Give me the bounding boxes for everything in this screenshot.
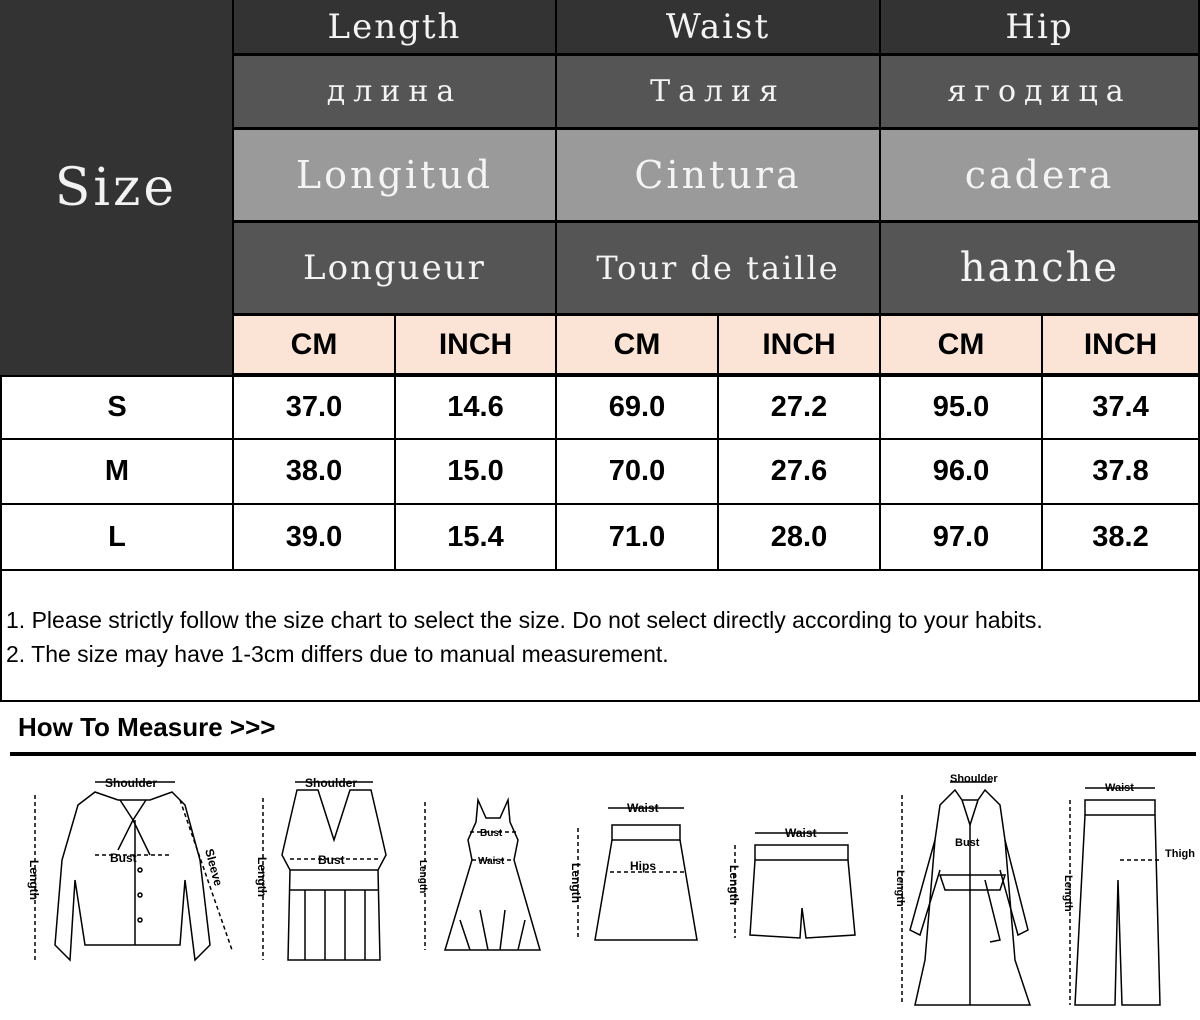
table-cell: 15.0 (396, 440, 557, 505)
table-cell: 27.2 (719, 375, 881, 440)
unit-inch-waist: INCH (719, 316, 881, 375)
size-s: S (0, 375, 234, 440)
label-length-6: Length (894, 870, 906, 907)
hip-header-es: cadera (881, 130, 1200, 223)
table-cell: 37.4 (1043, 375, 1200, 440)
label-length-3: Length (417, 860, 428, 894)
unit-inch-hip: INCH (1043, 316, 1200, 375)
length-header-en: Length (234, 0, 557, 56)
table-cell: 95.0 (881, 375, 1043, 440)
table-cell: 96.0 (881, 440, 1043, 505)
label-shoulder-2: Shoulder (305, 776, 358, 790)
table-cell: 39.0 (234, 505, 396, 571)
unit-inch-length: INCH (396, 316, 557, 375)
label-length-4: Length (569, 863, 583, 903)
table-cell: 97.0 (881, 505, 1043, 571)
shorts-diagram (735, 833, 855, 938)
label-shoulder-6: Shoulder (950, 773, 998, 785)
waist-header-ru: Талия (557, 56, 881, 130)
trench-coat-diagram (902, 782, 1030, 1005)
table-cell: 14.6 (396, 375, 557, 440)
size-m: M (0, 440, 234, 505)
label-shoulder: Shoulder (105, 776, 158, 790)
length-header-fr: Longueur (234, 223, 557, 316)
label-sleeve: Sleeve (202, 847, 226, 888)
note-2: 2. The size may have 1-3cm differs due to manual measurement. (6, 641, 669, 667)
size-l: L (0, 505, 234, 571)
length-header-ru: длина (234, 56, 557, 130)
how-to-measure-title: How To Measure >>> (18, 712, 276, 742)
table-cell: 38.0 (234, 440, 396, 505)
table-cell: 27.6 (719, 440, 881, 505)
unit-cm-hip: CM (881, 316, 1043, 375)
table-cell: 38.2 (1043, 505, 1200, 571)
table-cell: 37.0 (234, 375, 396, 440)
blouse-diagram (35, 782, 232, 960)
waist-header-fr: Tour de taille (557, 223, 881, 316)
section-divider (10, 752, 1196, 756)
label-bust: Bust (110, 851, 137, 865)
hip-header-ru: ягодица (881, 56, 1200, 130)
dress-diagram (425, 800, 540, 950)
label-length: Length (27, 860, 41, 900)
table-cell: 69.0 (557, 375, 719, 440)
label-waist-5: Waist (785, 826, 817, 840)
label-length-2: Length (255, 857, 269, 897)
notes-box (0, 571, 1200, 702)
label-length-7: Length (1062, 875, 1074, 912)
waist-header-en: Waist (557, 0, 881, 56)
label-waist-4: Waist (627, 801, 659, 815)
hip-header-en: Hip (881, 0, 1200, 56)
unit-cm-waist: CM (557, 316, 719, 375)
label-bust-2: Bust (318, 853, 345, 867)
length-header-es: Longitud (234, 130, 557, 223)
measurement-diagrams (0, 760, 1200, 1020)
label-waist-7: Waist (1105, 782, 1134, 794)
table-cell: 15.4 (396, 505, 557, 571)
label-hips: Hips (630, 859, 657, 873)
label-bust-6: Bust (955, 837, 980, 849)
table-cell: 70.0 (557, 440, 719, 505)
label-waist-3: Waist (478, 856, 505, 867)
jeans-diagram (1070, 788, 1160, 1005)
label-length-5: Length (727, 865, 741, 905)
hip-header-fr: hanche (881, 223, 1200, 316)
note-1: 1. Please strictly follow the size chart to select the size. Do not select directly according to your habits. (6, 607, 1043, 633)
tank-top-diagram (263, 782, 386, 960)
unit-cm-length: CM (234, 316, 396, 375)
size-header: Size (0, 0, 234, 375)
waist-header-es: Cintura (557, 130, 881, 223)
table-cell: 71.0 (557, 505, 719, 571)
label-thigh: Thigh (1165, 848, 1195, 860)
table-cell: 37.8 (1043, 440, 1200, 505)
table-cell: 28.0 (719, 505, 881, 571)
label-bust-3: Bust (480, 828, 503, 839)
skirt-diagram (578, 808, 697, 940)
